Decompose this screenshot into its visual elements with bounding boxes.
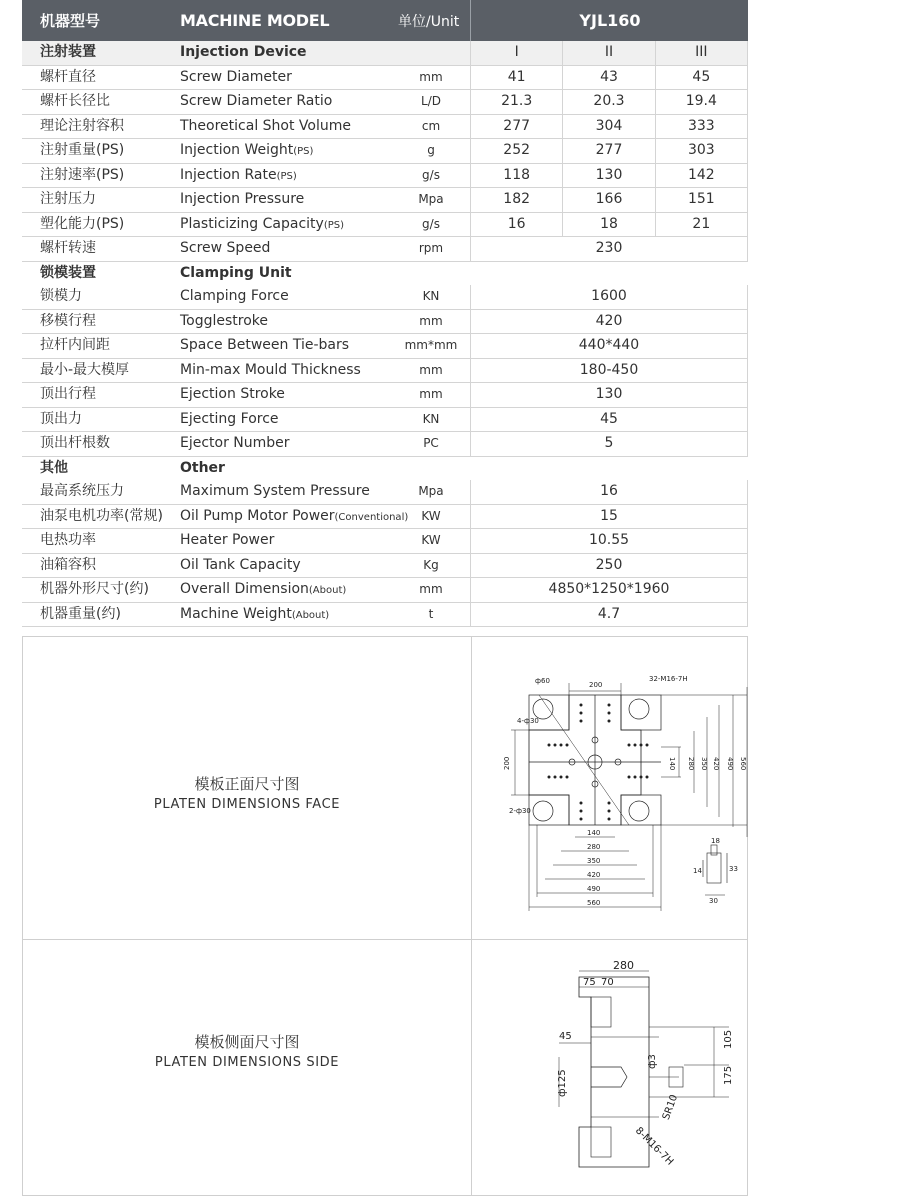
row-cn-label: 最小-最大模厚 xyxy=(40,361,130,378)
row-en-label: Injection Device xyxy=(180,44,307,60)
row-values xyxy=(470,383,748,407)
table-row xyxy=(22,285,748,310)
value-cell: 20.3 xyxy=(563,90,655,114)
row-cn-label: 塑化能力(PS) xyxy=(40,215,125,232)
row-en-label: Other xyxy=(180,459,225,476)
row-unit: mm xyxy=(419,582,443,596)
row-values xyxy=(470,164,748,188)
dim-s33: 33 xyxy=(729,865,738,873)
table-row xyxy=(22,554,748,579)
row-en-sub: (About) xyxy=(291,609,330,621)
table-row xyxy=(22,480,748,505)
row-values xyxy=(470,603,748,627)
row-values xyxy=(470,408,748,432)
row-values xyxy=(470,578,748,602)
row-cn-label: 注射装置 xyxy=(40,44,96,60)
row-en-label: Ejecting Force xyxy=(180,410,279,427)
row-unit: KN xyxy=(422,289,440,303)
table-row xyxy=(22,188,748,213)
face-label xyxy=(23,773,471,812)
face-label-en: PLATEN DIMENSIONS FACE xyxy=(153,797,341,812)
dim-s18: 18 xyxy=(711,837,720,845)
row-cn-label: 油泵电机功率(常规) xyxy=(40,507,163,524)
row-cn-label: 螺杆转速 xyxy=(40,240,96,256)
row-unit: KW xyxy=(421,533,441,547)
row-unit: g xyxy=(427,143,435,157)
value-cell: 118 xyxy=(471,164,563,188)
value-cell: 5 xyxy=(604,435,614,451)
row-en-label: Screw Diameter xyxy=(180,68,292,85)
table-row xyxy=(22,603,748,628)
row-values xyxy=(470,188,748,212)
row-values xyxy=(470,480,748,504)
row-values xyxy=(470,310,748,334)
dim-b560: 560 xyxy=(587,899,601,907)
row-en-sub: (PS) xyxy=(323,219,344,231)
row-values xyxy=(470,554,748,578)
header-unit: 单位/Unit xyxy=(398,13,460,30)
value-cell: 4.7 xyxy=(597,605,621,622)
table-row xyxy=(22,310,748,335)
value-cell: 252 xyxy=(471,139,563,163)
side-label-en: PLATEN DIMENSIONS SIDE xyxy=(154,1055,340,1070)
dim-b350: 350 xyxy=(587,857,601,865)
dim-s14: 14 xyxy=(693,867,702,875)
header-cn: 机器型号 xyxy=(40,12,101,30)
value-cell: 16 xyxy=(600,483,618,499)
row-en-sub: (PS) xyxy=(293,146,314,157)
table-row xyxy=(22,139,748,164)
row-en-label: Injection Pressure xyxy=(180,191,305,207)
row-values xyxy=(470,529,748,553)
value-cell: 130 xyxy=(595,386,623,402)
dim-w280: 280 xyxy=(613,959,634,972)
value-cell: 180-450 xyxy=(579,361,639,378)
dim-bolt: 32-M16-7H xyxy=(649,675,688,683)
table-row xyxy=(22,432,748,457)
row-unit: mm*mm xyxy=(404,338,458,352)
dim-v140: 140 xyxy=(668,757,676,771)
section-row xyxy=(22,41,748,66)
row-cn-label: 顶出行程 xyxy=(40,386,96,402)
row-cn-label: 顶出力 xyxy=(40,410,82,427)
row-en-label: Maximum System Pressure xyxy=(180,483,370,499)
value-cell: 277 xyxy=(563,139,655,163)
table-row xyxy=(22,115,748,140)
value-cell: 182 xyxy=(471,188,563,212)
row-cn-label: 注射重量(PS) xyxy=(40,142,125,158)
dim-v490: 490 xyxy=(726,757,734,771)
row-unit: Mpa xyxy=(418,484,444,498)
row-values xyxy=(470,359,748,383)
value-cell: 4850*1250*1960 xyxy=(548,581,670,597)
table-header xyxy=(22,0,748,41)
value-cell: 15 xyxy=(600,507,618,524)
dim-v350: 350 xyxy=(700,757,708,771)
table-body xyxy=(22,41,748,627)
platen-side-drawing xyxy=(509,957,741,1189)
spec-table xyxy=(22,0,748,627)
row-en-label: Injection Rate(PS) xyxy=(180,166,297,183)
dim-b280: 280 xyxy=(587,843,601,851)
table-row xyxy=(22,90,748,115)
table-row xyxy=(22,237,748,262)
value-cell: 440*440 xyxy=(578,337,640,353)
row-cn-label: 螺杆长径比 xyxy=(40,93,110,109)
row-values xyxy=(470,41,748,65)
dim-sr: SR10 xyxy=(660,1093,681,1122)
row-en-label: Ejection Stroke xyxy=(180,386,285,402)
row-unit: Mpa xyxy=(418,192,444,206)
section-row xyxy=(22,262,748,286)
platen-face-drawing xyxy=(489,665,749,925)
table-row xyxy=(22,383,748,408)
row-unit: mm xyxy=(419,313,443,328)
side-label-cn: 模板侧面尺寸图 xyxy=(194,1033,300,1051)
table-row xyxy=(22,164,748,189)
row-cn-label: 注射压力 xyxy=(40,191,96,207)
row-values xyxy=(470,505,748,529)
value-cell: 277 xyxy=(471,115,563,139)
value-cell: 420 xyxy=(595,312,623,329)
row-cn-label: 锁模力 xyxy=(40,288,82,304)
row-en-label: Togglestroke xyxy=(180,312,269,329)
section-row xyxy=(22,457,748,481)
row-cn-label: 其他 xyxy=(40,459,68,476)
table-row xyxy=(22,505,748,530)
header-en: MACHINE MODEL xyxy=(180,11,330,30)
dim-v420: 420 xyxy=(712,757,720,771)
row-unit: mm xyxy=(419,362,443,377)
value-cell: 10.55 xyxy=(588,532,630,548)
table-row xyxy=(22,334,748,359)
row-values xyxy=(470,432,748,456)
dim-h4: 4-ф30 xyxy=(517,717,539,725)
row-cn-label: 锁模装置 xyxy=(40,264,96,281)
row-unit: KN xyxy=(422,411,440,426)
row-en-label: Min-max Mould Thickness xyxy=(180,361,361,378)
row-unit: L/D xyxy=(421,94,441,108)
drawings-panel xyxy=(22,636,748,1196)
table-row xyxy=(22,66,748,91)
value-cell: 18 xyxy=(563,213,655,237)
value-cell: 43 xyxy=(563,66,655,90)
table-row xyxy=(22,578,748,603)
value-cell: 142 xyxy=(687,166,715,183)
dim-s30: 30 xyxy=(709,897,718,905)
value-cell: 41 xyxy=(471,66,563,90)
row-en-label: Ejector Number xyxy=(180,435,290,451)
value-cell: 45 xyxy=(600,410,618,427)
row-unit: mm xyxy=(419,387,443,401)
row-unit: t xyxy=(428,606,434,621)
value-cell: 16 xyxy=(471,213,563,237)
row-values xyxy=(470,285,748,309)
value-cell: 250 xyxy=(595,556,623,573)
row-en-sub: (PS) xyxy=(276,170,297,182)
dim-bolt: 8-M16-7H xyxy=(632,1125,676,1168)
row-en-label: Screw Speed xyxy=(180,240,271,256)
value-cell: 151 xyxy=(687,191,715,207)
row-en-label: Oil Pump Motor Power(Conventional) xyxy=(180,507,409,524)
row-unit: Kg xyxy=(423,557,439,572)
dim-v200: 200 xyxy=(503,756,511,770)
value-cell: II xyxy=(563,41,655,65)
dim-d3: ф3 xyxy=(647,1054,658,1069)
row-cn-label: 机器重量(约) xyxy=(40,605,121,622)
row-cn-label: 螺杆直径 xyxy=(40,68,96,85)
value-cell: 303 xyxy=(687,142,715,158)
row-en-label: Theoretical Shot Volume xyxy=(180,117,351,134)
row-cn-label: 机器外形尺寸(约) xyxy=(40,581,149,597)
side-label xyxy=(23,1031,471,1070)
row-unit: mm xyxy=(419,69,443,84)
row-cn-label: 顶出杆根数 xyxy=(40,435,110,451)
table-row xyxy=(22,213,748,238)
value-cell: III xyxy=(695,44,708,60)
value-cell: 130 xyxy=(563,164,655,188)
row-en-label: Heater Power xyxy=(180,532,275,548)
row-cn-label: 移模行程 xyxy=(40,312,96,329)
row-unit: g/s xyxy=(422,216,440,231)
value-cell: 304 xyxy=(563,115,655,139)
row-cn-label: 最高系统压力 xyxy=(40,483,124,499)
header-model: YJL160 xyxy=(470,0,749,41)
row-unit: rpm xyxy=(418,241,444,255)
dim-w200: 200 xyxy=(589,681,603,689)
row-values xyxy=(470,237,748,261)
table-row xyxy=(22,359,748,384)
row-en-sub: (About) xyxy=(308,585,347,596)
row-cn-label: 电热功率 xyxy=(40,532,96,548)
value-cell: 45 xyxy=(692,68,711,85)
face-label-cn: 模板正面尺寸图 xyxy=(194,775,300,793)
dim-v175: 175 xyxy=(723,1065,734,1085)
row-en-label: Plasticizing Capacity(PS) xyxy=(180,215,344,232)
row-en-label: Injection Weight(PS) xyxy=(180,142,314,158)
divider xyxy=(23,939,747,940)
value-cell: 21.3 xyxy=(471,90,563,114)
dim-v560: 560 xyxy=(739,757,747,771)
row-en-label: Space Between Tie-bars xyxy=(180,337,350,353)
value-cell: 19.4 xyxy=(685,93,717,109)
row-values xyxy=(470,213,748,237)
value-cell: 230 xyxy=(595,240,623,256)
value-cell: 1600 xyxy=(591,288,627,304)
row-values xyxy=(470,66,748,90)
row-values xyxy=(470,334,748,358)
value-cell: I xyxy=(471,41,563,65)
row-en-label: Screw Diameter Ratio xyxy=(180,93,333,109)
row-unit: PC xyxy=(423,436,439,450)
row-en-label: Oil Tank Capacity xyxy=(180,556,301,573)
row-values xyxy=(470,115,748,139)
row-en-label: Clamping Force xyxy=(180,288,289,304)
value-cell: 21 xyxy=(692,215,711,232)
dim-b420: 420 xyxy=(587,871,601,879)
row-en-label: Overall Dimension(About) xyxy=(180,581,347,597)
dim-w75: 75 xyxy=(583,977,596,988)
dim-d60: ф60 xyxy=(535,677,550,685)
row-cn-label: 油箱容积 xyxy=(40,556,96,573)
dim-d125: ф125 xyxy=(557,1069,568,1097)
dim-b490: 490 xyxy=(587,885,601,893)
dim-v280: 280 xyxy=(687,757,695,771)
row-unit: cm xyxy=(421,118,441,133)
dim-d45: 45 xyxy=(559,1031,572,1042)
row-values xyxy=(470,139,748,163)
value-cell: 333 xyxy=(687,117,715,134)
row-values xyxy=(470,90,748,114)
divider xyxy=(471,637,472,1195)
row-unit: g/s xyxy=(422,167,440,182)
dim-b140: 140 xyxy=(587,829,601,837)
table-row xyxy=(22,529,748,554)
row-en-label: Clamping Unit xyxy=(180,264,292,281)
row-cn-label: 理论注射容积 xyxy=(40,117,124,134)
row-unit: KW xyxy=(421,508,441,523)
row-cn-label: 拉杆内间距 xyxy=(40,337,110,353)
dim-h2: 2-ф30 xyxy=(509,807,531,815)
row-en-sub: (Conventional) xyxy=(334,511,409,523)
dim-v105: 105 xyxy=(723,1029,734,1049)
row-cn-label: 注射速率(PS) xyxy=(40,166,125,183)
dim-w70: 70 xyxy=(601,977,614,988)
table-row xyxy=(22,408,748,433)
value-cell: 166 xyxy=(563,188,655,212)
row-en-label: Machine Weight(About) xyxy=(180,605,330,622)
